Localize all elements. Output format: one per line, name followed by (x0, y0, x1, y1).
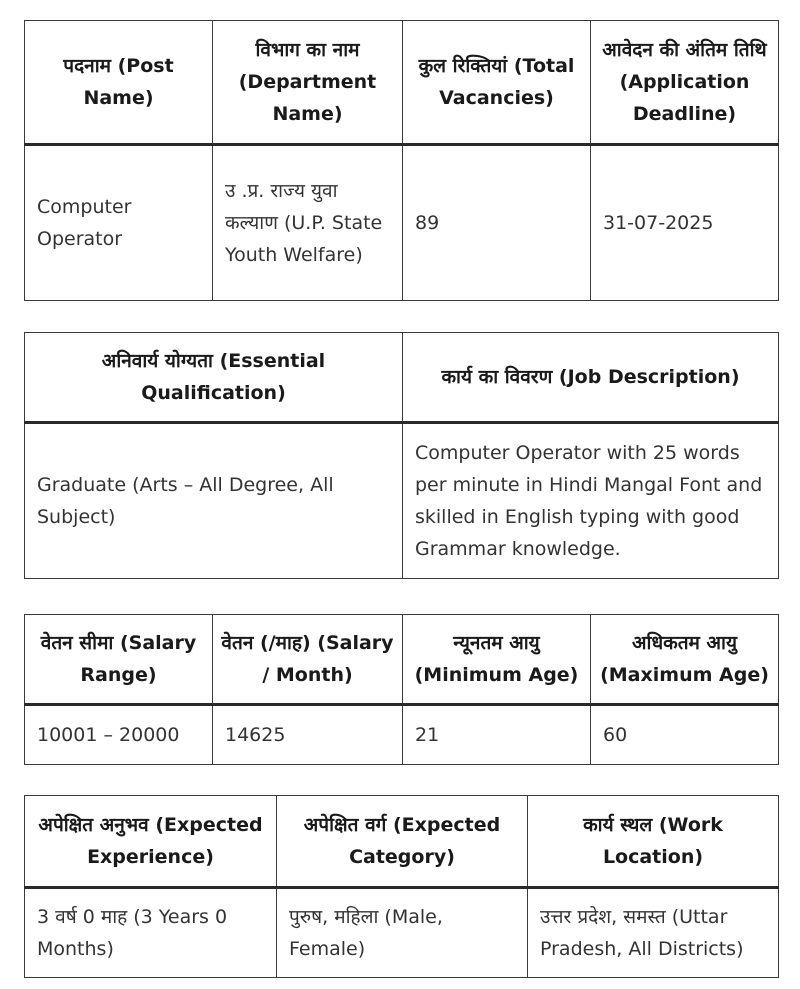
table-row (25, 888, 779, 978)
cell-salary-range: 10001 – 20000 (25, 705, 213, 765)
header-maximum-age: अधिकतम आयु (Maximum Age) (591, 615, 779, 705)
cell-essential-qualification: Graduate (Arts – All Degree, All Subject) (25, 423, 403, 579)
header-minimum-age: न्यूनतम आयु (Minimum Age) (403, 615, 591, 705)
cell-work-location: उत्तर प्रदेश, समस्त (Uttar Pradesh, All Districts) (528, 888, 779, 978)
table-header-row (25, 21, 779, 145)
header-work-location: कार्य स्थल (Work Location) (528, 796, 779, 888)
salary-age-table (24, 614, 779, 765)
cell-expected-experience: 3 वर्ष 0 माह (3 Years 0 Months) (25, 888, 277, 978)
header-post-name: पदनाम (Post Name) (25, 21, 213, 145)
cell-salary-month: 14625 (213, 705, 403, 765)
cell-maximum-age: 60 (591, 705, 779, 765)
header-application-deadline: आवेदन की अंतिम तिथि (Application Deadline) (591, 21, 779, 145)
cell-application-deadline: 31-07-2025 (591, 145, 779, 301)
experience-category-table (24, 795, 779, 978)
header-expected-category: अपेक्षित वर्ग (Expected Category) (277, 796, 528, 888)
job-details-table (24, 20, 779, 301)
table-row (25, 705, 779, 765)
table-header-row (25, 615, 779, 705)
header-job-description: कार्य का विवरण (Job Description) (403, 333, 779, 423)
table-row (25, 423, 779, 579)
cell-expected-category: पुरुष, महिला (Male, Female) (277, 888, 528, 978)
cell-minimum-age: 21 (403, 705, 591, 765)
cell-post-name: Computer Operator (25, 145, 213, 301)
table-header-row (25, 796, 779, 888)
table-row (25, 145, 779, 301)
header-expected-experience: अपेक्षित अनुभव (Expected Experience) (25, 796, 277, 888)
header-salary-month: वेतन (/माह) (Salary / Month) (213, 615, 403, 705)
header-department-name: विभाग का नाम (Department Name) (213, 21, 403, 145)
header-salary-range: वेतन सीमा (Salary Range) (25, 615, 213, 705)
cell-department-name: उ .प्र. राज्य युवा कल्याण (U.P. State Youth Welfare) (213, 145, 403, 301)
header-essential-qualification: अनिवार्य योग्यता (Essential Qualification) (25, 333, 403, 423)
cell-job-description: Computer Operator with 25 words per minute in Hindi Mangal Font and skilled in English typing with good Grammar knowledge. (403, 423, 779, 579)
cell-total-vacancies: 89 (403, 145, 591, 301)
table-header-row (25, 333, 779, 423)
header-total-vacancies: कुल रिक्तियां (Total Vacancies) (403, 21, 591, 145)
qualification-table (24, 332, 779, 579)
